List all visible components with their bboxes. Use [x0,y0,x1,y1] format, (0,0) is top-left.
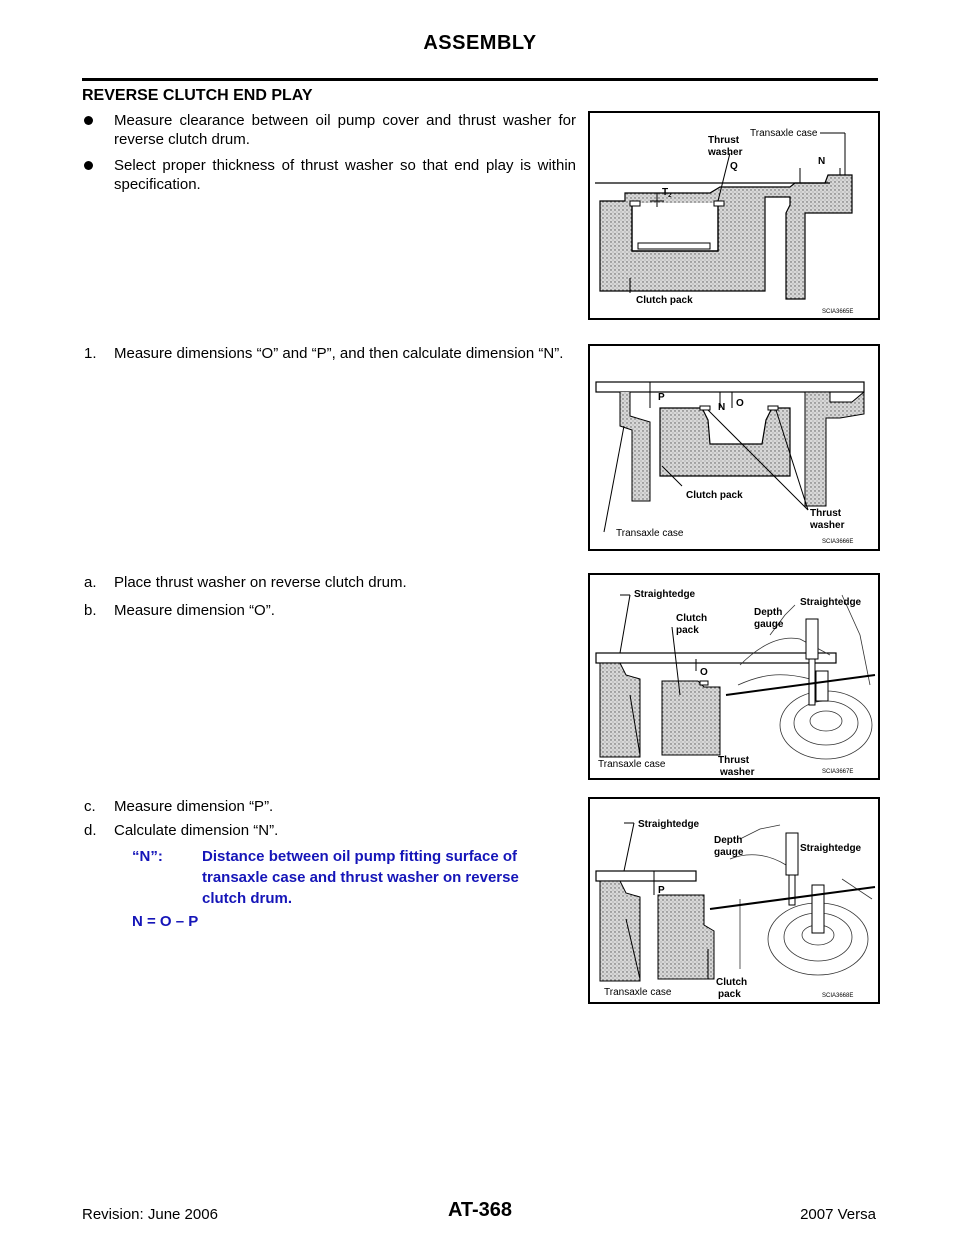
spec-label: “N”: [132,848,163,865]
step-number: 1. [84,345,97,362]
fig4-straightedge-right-label: Straightedge [800,843,862,854]
fig4-p-label: P [658,885,665,896]
bullet-dot-icon [84,161,93,170]
step-b [84,601,576,620]
step-1 [84,344,576,363]
fig2-n-label: N [718,402,726,413]
fig2-p-label: P [658,392,665,403]
fig4-clutch-label-2: pack [718,989,741,1000]
fig4-code: SCIA3668E [822,993,854,999]
fig4-clutch-label-1: Clutch [716,977,748,988]
fig1-clutch-pack-label: Clutch pack [636,295,693,306]
figure-thrust-washer-clearance [588,111,880,320]
fig3-o-label: O [700,667,708,678]
spec-formula: N = O – P [132,913,199,930]
bullet-list [84,111,576,201]
step-d [84,821,576,840]
fig4-depth-label-2: gauge [714,847,744,858]
step-letter: c. [84,798,96,815]
fig2-o-label: O [736,398,744,409]
bullet-item [84,156,576,194]
fig1-thrust-label-2: washer [708,147,743,158]
footer-page-number: AT-368 [447,1199,513,1221]
section-title: REVERSE CLUTCH END PLAY [82,87,313,104]
footer-model: 2007 Versa [800,1206,876,1223]
step-letter: a. [84,574,97,591]
fig1-transaxle-label: Transaxle case [750,128,818,139]
fig3-transaxle-label: Transaxle case [598,759,666,770]
step-text: Measure dimensions “O” and “P”, and then calculate dimension “N”. [114,345,564,362]
fig4-depth-label-1: Depth [714,835,743,846]
fig3-straightedge-left-label: Straightedge [634,589,696,600]
fig2-clutch-pack-label: Clutch pack [686,490,743,501]
fig2-thrust-label-1: Thrust [810,508,842,519]
step-c [84,797,576,816]
step-text: Calculate dimension “N”. [114,822,279,839]
fig1-n-label: N [818,156,826,167]
step-letter: b. [84,602,97,619]
fig1-t2-label: $T_2$ [662,187,672,199]
figure-measure-dimension-o [588,573,880,780]
bullet-text: Select proper thickness of thrust washer so that end play is within specification. [114,157,576,193]
fig2-code: SCIA3666E [822,539,854,545]
step-text: Measure dimension “O”. [114,602,275,619]
page-header-title: ASSEMBLY [423,32,537,54]
fig3-code: SCIA3667E [822,769,854,775]
fig3-clutch-label-2: pack [676,625,699,636]
fig2-transaxle-label: Transaxle case [616,528,684,539]
spec-text: Distance between oil pump fitting surface of transaxle case and thrust washer on reverse clutch drum. [202,848,519,907]
bullet-item [84,111,576,149]
bullet-text: Measure clearance between oil pump cover and thrust washer for reverse clutch drum. [114,112,576,148]
fig3-thrust-label-2: washer [720,767,755,778]
step-text: Place thrust washer on reverse clutch drum. [114,574,407,591]
fig3-thrust-label-1: Thrust [718,755,750,766]
fig1-thrust-label-1: Thrust [708,135,740,146]
fig1-q-label: Q [730,161,738,172]
fig3-clutch-label-1: Clutch [676,613,708,624]
spec-definition [132,846,582,916]
fig3-depth-label-1: Depth [754,607,783,618]
step-text: Measure dimension “P”. [114,798,274,815]
fig2-thrust-label-2: washer [810,520,845,531]
fig1-code: SCIA3665E [822,309,854,315]
bullet-dot-icon [84,116,93,125]
header-divider [82,78,878,81]
figure-dimensions-o-p-n [588,344,880,551]
fig3-depth-label-2: gauge [754,619,784,630]
figure-measure-dimension-p [588,797,880,1004]
step-a [84,573,576,592]
step-letter: d. [84,822,97,839]
fig3-straightedge-right-label: Straightedge [800,597,862,608]
footer-revision: Revision: June 2006 [82,1206,218,1223]
fig4-straightedge-left-label: Straightedge [638,819,700,830]
fig4-transaxle-label: Transaxle case [604,987,672,998]
